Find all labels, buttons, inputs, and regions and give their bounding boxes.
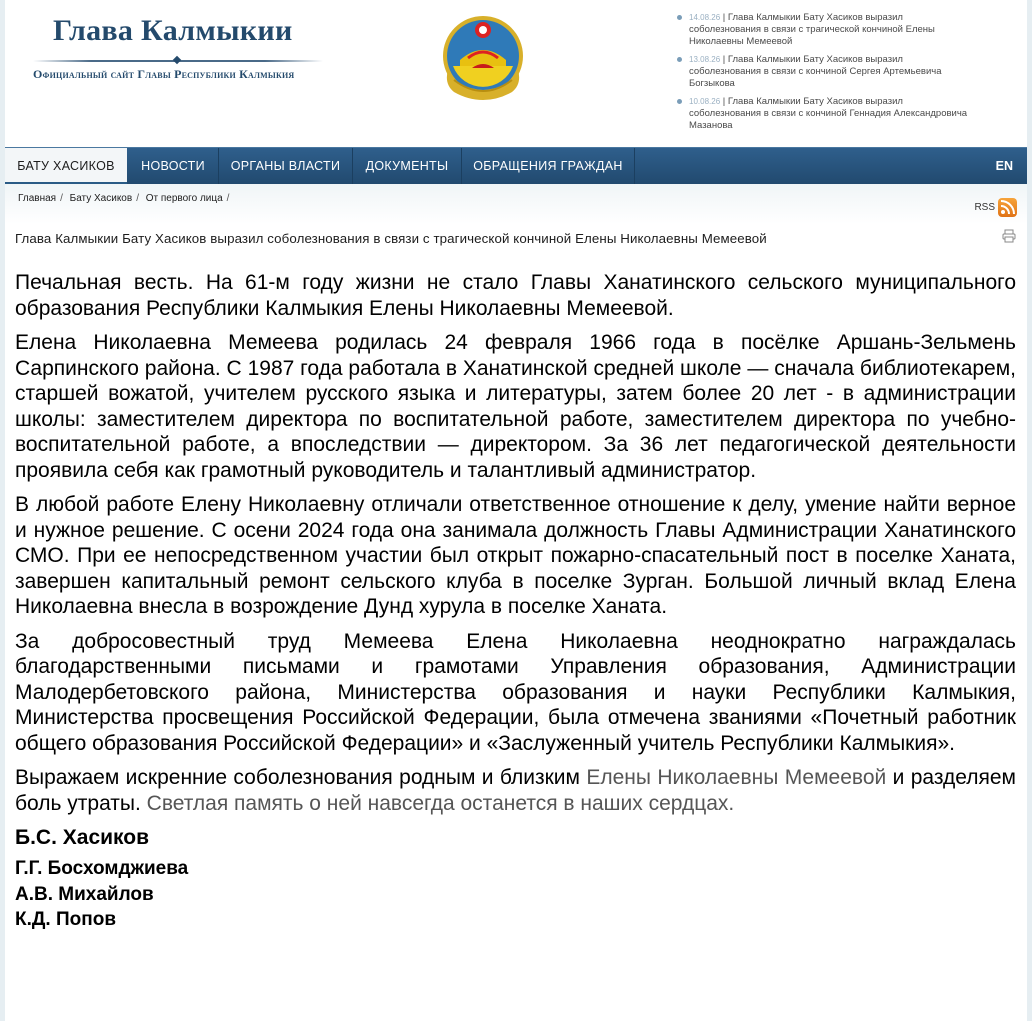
rss-icon: [998, 198, 1017, 217]
rss-label: RSS: [974, 202, 995, 213]
site-header: [5, 0, 1027, 145]
article-paragraph: В любой работе Елену Николаевну отличали ответственное отношение к делу, умение найти верное и нужное решение. С осени 2024 года она занимала должность Главы Администрации Ханатинского СМО. При ее непосредственном участии был открыт пожарно-спасательный пост в поселке Ханата, завершен капитальный ремонт сельского клуба в поселке Зурган. Большой личный вклад Елена Николаевна внесла в возрождение Дунд хурула в поселке Ханата.: [15, 493, 1016, 618]
breadcrumb-bar: [5, 184, 1027, 224]
breadcrumb-section[interactable]: Бату Хасиков: [69, 193, 133, 204]
news-link[interactable]: Глава Калмыкии Бату Хасиков выразил соболезнования в связи с трагической кончиной Елены Николаевны Мемеевой: [689, 12, 935, 47]
closing-paragraph: [15, 765, 1016, 816]
closing-text: и разделяем боль утраты.: [15, 766, 1016, 815]
nav-item-documents[interactable]: ДОКУМЕНТЫ: [353, 148, 462, 185]
closing-text: Выражаем искренние соболезнования родным и близким: [15, 766, 587, 789]
news-link[interactable]: Глава Калмыкии Бату Хасиков выразил соболезнования в связи с кончиной Геннадия Александровича Мазанова: [689, 96, 968, 131]
rss-link[interactable]: [974, 198, 1017, 217]
closing-memory: Светлая память о ней навсегда останется в наших сердцах.: [146, 791, 735, 815]
news-date: 14.08.26: [689, 13, 721, 22]
nav-item-authorities[interactable]: ОРГАНЫ ВЛАСТИ: [219, 148, 353, 185]
article-paragraph: Елена Николаевна Мемеева родилась 24 февраля 1966 года в посёлке Аршань-Зельмень Сарпинского района. С 1987 года работала в Ханатинской средней школе — сначала библиотекарем, старшей вожатой, учителем русского языка и литературы, затем более 20 лет - в администрации школы: заместителем директора по воспитательной работе, заместителем директора по учебно-воспитательной работе, а впоследствии — директором. За 36 лет педагогической деятельности проявила себя как грамотный руководитель и талантливый администратор.: [15, 331, 1016, 482]
article-paragraph: За добросовестный труд Мемеева Елена Николаевна неоднократно награждалась благодарственными письмами и грамотами Управления образования, Администрации Малодербетовского района, Министерства образования и науки Республики Калмыкия, Министерства просвещения Российской Федерации, была отмечена званиями «Почетный работник общего образования Российской Федерации» и «Заслуженный учитель Республики Калмыкия».: [15, 629, 1016, 755]
main-nav: [5, 147, 1027, 185]
signature-main: Б.С. Хасиков: [15, 826, 150, 849]
latest-news-list: [675, 12, 975, 138]
closing-name: Елены Николаевны Мемеевой: [586, 766, 887, 789]
news-item[interactable]: 14.08.26 | Глава Калмыкии Бату Хасиков выразил соболезнования в связи с трагической кончиной Елены Николаевны Мемеевой: [675, 12, 975, 48]
news-item[interactable]: 10.08.26 | Глава Калмыкии Бату Хасиков выразил соболезнования в связи с кончиной Геннадия Александровича Мазанова: [675, 96, 975, 132]
language-switch[interactable]: EN: [995, 159, 1013, 173]
signature: Г.Г. Босхомджиева: [15, 858, 189, 879]
breadcrumb-subsection[interactable]: От первого лица: [145, 193, 223, 204]
bullet-icon: [677, 57, 682, 62]
nav-item-appeals[interactable]: ОБРАЩЕНИЯ ГРАЖДАН: [462, 148, 635, 185]
news-item[interactable]: 13.08.26 | Глава Калмыкии Бату Хасиков выразил соболезнования в связи с кончиной Сергея Артемьевича Богзыкова: [675, 54, 975, 90]
bullet-icon: [677, 99, 682, 104]
news-link[interactable]: Глава Калмыкии Бату Хасиков выразил соболезнования в связи с кончиной Сергея Артемьевича Богзыкова: [689, 54, 942, 89]
page-frame-right: [1027, 0, 1032, 1021]
signature: А.В. Михайлов: [15, 883, 154, 905]
site-title[interactable]: Глава Калмыкии: [53, 14, 293, 47]
site-subtitle: Официальный сайт Главы Республики Калмыкия: [33, 67, 295, 81]
kalmykia-emblem-icon[interactable]: [440, 10, 526, 106]
news-date: 13.08.26: [689, 55, 721, 64]
signature: К.Д. Попов: [15, 909, 116, 930]
bullet-icon: [677, 15, 682, 20]
breadcrumb-home[interactable]: Главная: [18, 193, 57, 204]
article-body: [15, 270, 1016, 933]
article-title: Глава Калмыкии Бату Хасиков выразил соболезнования в связи с трагической кончиной Елены Николаевны Мемеевой: [15, 231, 767, 246]
news-date: 10.08.26: [689, 97, 721, 106]
nav-item-batu-khasikov[interactable]: БАТУ ХАСИКОВ: [5, 148, 127, 185]
breadcrumb: Главная / Бату Хасиков / От первого лица /: [18, 193, 230, 204]
print-icon[interactable]: [1002, 229, 1016, 243]
article-paragraph: Печальная весть. На 61-м году жизни не стало Главы Ханатинского сельского муниципального образования Республики Калмыкия Елены Николаевны Мемеевой.: [15, 271, 1016, 320]
title-ornament-line: [33, 60, 323, 62]
nav-item-news[interactable]: НОВОСТИ: [128, 148, 219, 185]
